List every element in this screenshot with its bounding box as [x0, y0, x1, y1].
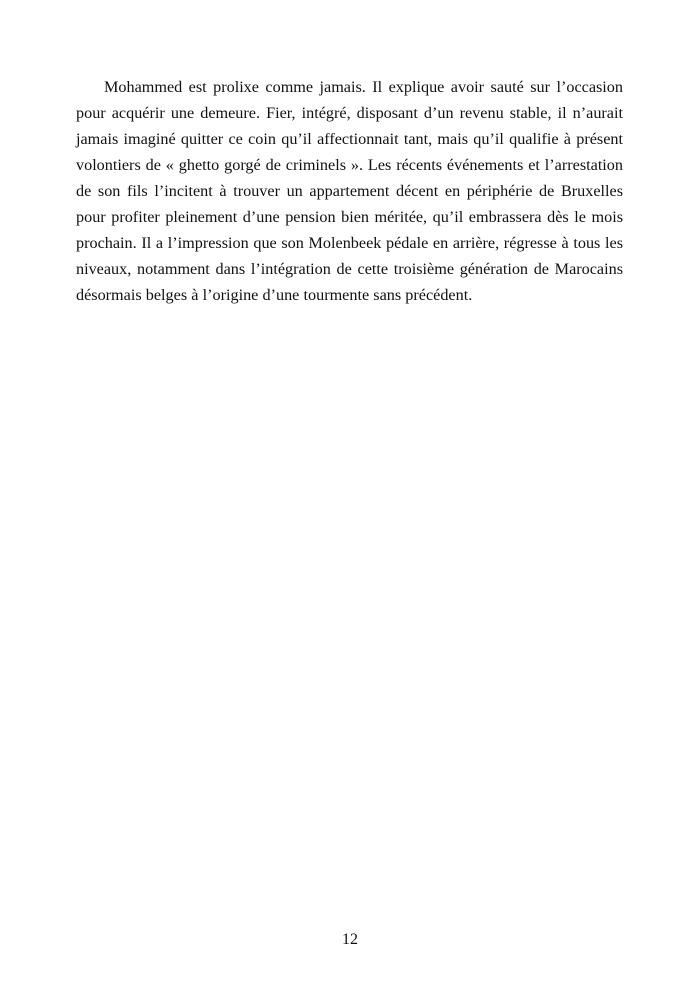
body-text-block — [76, 74, 623, 308]
body-paragraph: Mohammed est prolixe comme jamais. Il explique avoir sauté sur l’occasion pour acquérir une demeure. Fier, intégré, disposant d’un revenu stable, il n’aurait jamais imaginé quitter ce coin qu’il affectionnait tant, mais qu’il qualifie à présent volontiers de « ghetto gorgé de criminels ». Les récents événements et l’arrestation de son fils l’incitent à trouver un appartement décent en périphérie de Bruxelles pour profiter pleinement d’une pension bien méritée, qu’il embrassera dès le mois prochain. Il a l’impression que son Molenbeek pédale en arrière, régresse à tous les niveaux, notamment dans l’intégration de cette troisième génération de Marocains désormais belges à l’origine d’une tourmente sans précédent. — [76, 78, 623, 305]
page-number: 12 — [342, 931, 358, 948]
